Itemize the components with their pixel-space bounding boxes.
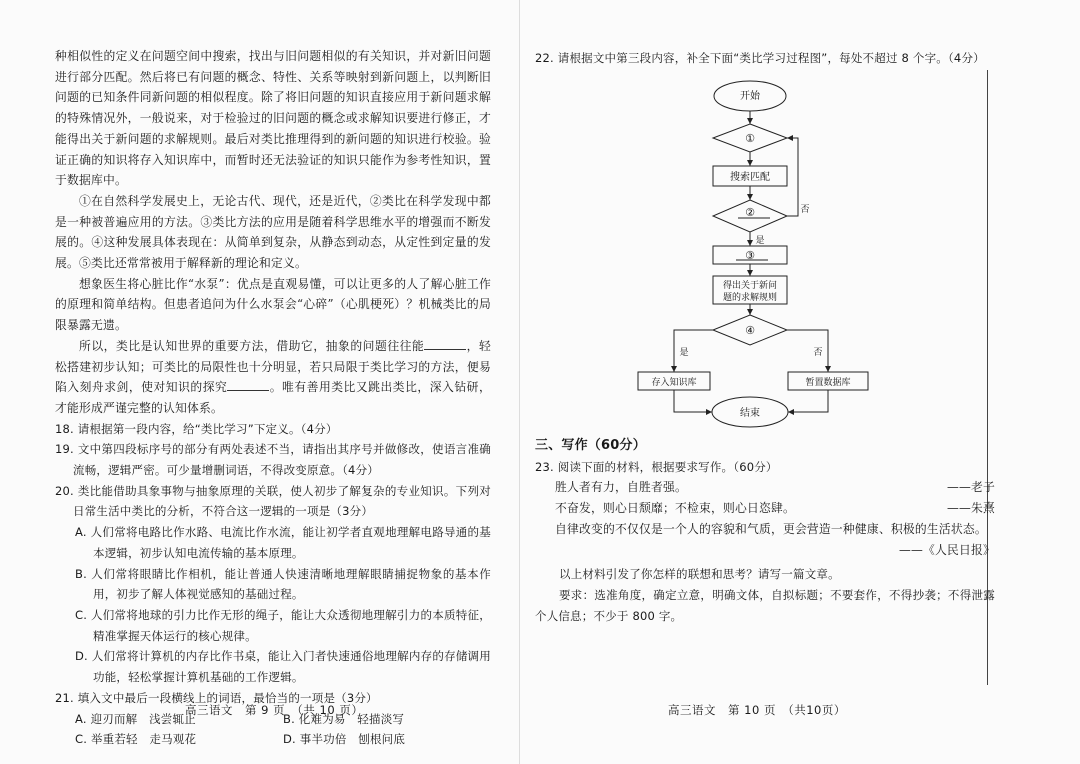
writing-prompt: 以上材料引发了你怎样的联想和思考？请写一篇文章。 (559, 567, 840, 582)
question-22: 22. 请根据文中第三段内容，补全下面“类比学习过程图”，每处不超过 8 个字。（4分） (535, 51, 985, 65)
quote-1 (535, 477, 995, 498)
quote-2-source: ——朱熹 (947, 501, 995, 516)
paragraph-4-part-b: ，轻松搭建初步认知；可类比的局限性也十分明显，若只局限于类比学习的方法，便易陷入刻舟求剑，使对知识的探究 (55, 338, 491, 395)
left-yes-label: 是 (679, 348, 689, 358)
store-label: 存入知识库 (651, 378, 697, 388)
search-label: 搜索匹配 (730, 172, 770, 183)
quote-2 (535, 498, 995, 519)
quote-3-source: ——《人民日报》 (899, 542, 995, 557)
temp-label: 暂置数据库 (805, 378, 851, 388)
writing-section (535, 436, 995, 626)
q21-options-row-2 (55, 729, 491, 750)
quote-3-text: 自律改变的不仅仅是一个人的容貌和气质，更会营造一种健康、积极的生活状态。 (555, 521, 987, 536)
q20-option-d: D. 人们常将计算机的内存比作书桌，能让入门者快速通俗地理解内存的存储调用功能，轻松掌握计算机基础的工作逻辑。 (75, 649, 491, 685)
left-page-body (55, 46, 491, 750)
q21-option-b: B. 化难为易 轻描淡写 (283, 711, 405, 726)
paragraph-4 (55, 336, 491, 419)
q21-option-d: D. 事半功倍 刨根问底 (283, 732, 406, 747)
decision-2-label: ② (745, 206, 755, 219)
rule-label-line-2: 题的求解规则 (722, 293, 778, 303)
left-page-footer: 高三语文 第 9 页 （共 10 页） (185, 703, 364, 717)
q21-option-a: A. 迎刃而解 浅尝辄止 (75, 711, 196, 726)
right-no-label: 否 (813, 348, 823, 358)
paragraph-4-part-c: 。唯有善用类比又跳出类比，深入钻研，才能形成严谨完整的认知体系。 (55, 380, 491, 415)
q21-option-c: C. 举重若轻 走马观花 (75, 732, 197, 747)
q20-option-b: B. 人们常将眼睛比作相机，能让普通人快速清晰地理解眼睛捕捉物象的基本作用，初步了解人体视觉感知的基础过程。 (75, 566, 491, 602)
decision-1-label: ① (745, 132, 755, 145)
end-label: 结束 (740, 408, 760, 419)
question-21: 21. 填入文中最后一段横线上的词语，最恰当的一项是（3分） (55, 690, 378, 705)
writing-requirements: 要求：选准角度，确定立意，明确文体，自拟标题；不要套作，不得抄袭；不得泄露个人信息；不少于 800 字。 (535, 587, 995, 623)
yes-label: 是 (755, 236, 765, 246)
paragraph-2: ①在自然科学发展史上，无论古代、现代，还是近代，②类比在科学发现中都是一种被普遍应用的方法。③类比方法的应用是随着科学思维水平的增强而不断发展的。④这种发展具体表现在：从简单到复杂，从静态到动态，从定性到定量的发展。⑤类比还常常被用于解释新的理论和定义。 (55, 193, 491, 271)
question-20: 20. 类比能借助具象事物与抽象原理的关联，使人初步了解复杂的专业知识。下列对日常生活中类比的分析，不符合这一逻辑的一项是（3分） (55, 483, 491, 519)
blank-1 (424, 337, 466, 350)
no-back-label: 否 (800, 205, 810, 215)
paragraph-1: 种相似性的定义在问题空间中搜索，找出与旧问题相似的有关知识，并对新旧问题进行部分匹配。然后将已有问题的概念、特性、关系等映射到新问题上，以判断旧问题的已知条件同新问题的相似程度。除了将旧问题的知识直接应用于新问题求解的特殊情况外，一般说来，对于检验过的旧问题的概念或求解知识要进行修正，才能得出关于新问题的求解规则。最后对类比推理得到的新问题的知识进行校验。验证正确的知识将存入知识库中，而暂时还无法验证的知识只能作为参考性知识，置于数据库中。 (55, 49, 491, 188)
left-page (0, 0, 520, 764)
question-23: 23. 阅读下面的材料，根据要求写作。（60分） (535, 459, 778, 474)
question-18: 18. 请根据第一段内容，给“类比学习”下定义。（4分） (55, 421, 338, 436)
q20-option-a: A. 人们常将电路比作水路、电流比作水流，能让初学者直观地理解电路导通的基本逻辑，初步认知电流传输的基本原理。 (75, 525, 491, 560)
paragraph-4-part-a: 所以，类比是认知世界的重要方法，借助它，抽象的问题往往能 (79, 338, 425, 353)
q20-option-c: C. 人们常将地球的引力比作无形的绳子，能让大众透彻地理解引力的本质特征，精准掌握天体运行的核心规律。 (75, 607, 491, 643)
right-page (520, 0, 1080, 764)
right-page-footer: 高三语文 第 10 页 （共10页） (668, 703, 846, 717)
step-3-label: ③ (745, 249, 755, 262)
question-19: 19. 文中第四段标序号的部分有两处表述不当，请指出其序号并做修改，使语言准确流畅，逻辑严密。可少量增删词语，不得改变原意。（4分） (55, 442, 491, 478)
section-3-title: 三、写作（60分） (535, 438, 646, 453)
quote-2-text: 不奋发，则心日颓靡；不检束，则心日恣肆。 (555, 501, 795, 516)
paragraph-3: 想象医生将心脏比作“水泵”：优点是直观易懂，可以让更多的人了解心脏工作的原理和简单结构。但患者追问为什么水泵会“心碎”（心肌梗死）？机械类比的局限暴露无遗。 (55, 276, 491, 333)
quote-1-source: ——老子 (947, 480, 995, 495)
quote-1-text: 胜人者有力，自胜者强。 (555, 480, 687, 495)
decision-4-label: ④ (745, 324, 755, 337)
rule-label-line-1: 得出关于新问 (722, 281, 778, 291)
start-label: 开始 (740, 91, 760, 102)
flowchart (520, 70, 1080, 450)
blank-2 (227, 378, 269, 391)
